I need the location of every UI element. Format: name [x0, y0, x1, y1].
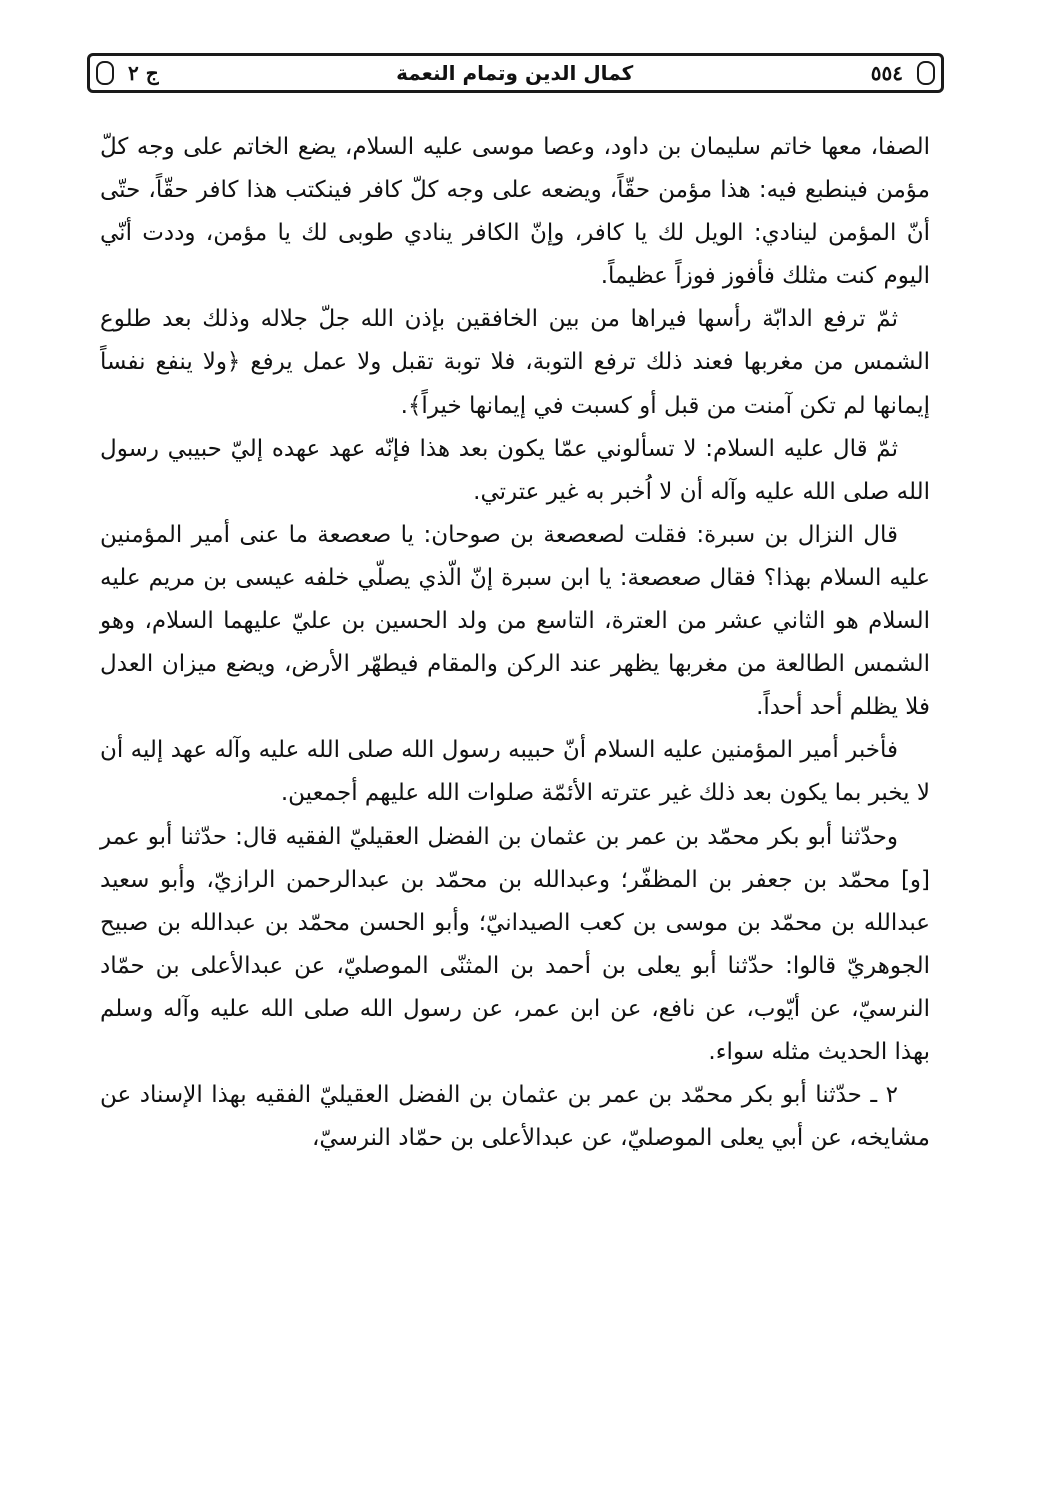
running-header	[87, 53, 944, 93]
paragraph: ثمّ قال عليه السلام: لا تسألوني عمّا يكون بعد هذا فإنّه عهد عهده إليّ حبيبي رسول الله صلى الله عليه وآله أن لا اُخبر به غير عترتي.	[100, 435, 930, 505]
paragraph: قال النزال بن سبرة: فقلت لصعصعة بن صوحان: يا صعصعة ما عنى أمير المؤمنين عليه السلام بهذا؟ فقال صعصعة: يا ابن سبرة إنّ الّذي يصلّي خلفه عيسى بن مريم عليه السلام هو الثاني عشر من العترة، التاسع من ولد الحسين بن عليّ عليهما السلام، وهو الشمس الطالعة من مغربها يظهر عند الركن والمقام فيطهّر الأرض، ويضع ميزان العدل فلا يظلم أحد أحداً.	[100, 521, 930, 721]
paragraph: الصفا، معها خاتم سليمان بن داود، وعصا موسى عليه السلام، يضع الخاتم على وجه كلّ مؤمن فينطبع فيه: هذا مؤمن حقّاً، ويضعه على وجه كلّ كافر فينكتب هذا كافر حقّاً، حتّى أنّ المؤمن لينادي: الويل لك يا كافر، وإنّ الكافر ينادي طوبى لك يا مؤمن، وددت أنّي اليوم كنت مثلك فأفوز فوزاً عظيماً.	[100, 134, 930, 290]
book-title: كمال الدين وتمام النعمة	[396, 61, 634, 85]
paragraph: وحدّثنا أبو بكر محمّد بن عمر بن عثمان بن الفضل العقيليّ الفقيه قال: حدّثنا أبو عمر [و] محمّد بن جعفر بن المظفّر؛ وعبدالله بن محمّد بن عبدالرحمن الرازيّ، وأبو سعيد عبدالله بن محمّد بن موسى بن كعب الصيدانيّ؛ وأبو الحسن محمّد بن عبدالله بن صبيح الجوهريّ قالوا: حدّثنا أبو يعلى بن أحمد بن المثنّى الموصليّ، عن عبدالأعلى بن حمّاد النرسيّ، عن أيّوب، عن نافع، عن ابن عمر، عن رسول الله صلى الله عليه وآله وسلم بهذا الحديث مثله سواء.	[100, 823, 930, 1065]
paragraph: ٢ ـ حدّثنا أبو بكر محمّد بن عمر بن عثمان بن الفضل العقيليّ الفقيه بهذا الإسناد عن مشايخه، عن أبي يعلى الموصليّ، عن عبدالأعلى بن حمّاد النرسيّ،	[100, 1082, 930, 1152]
page-body	[100, 126, 930, 1160]
paragraph: فأخبر أمير المؤمنين عليه السلام أنّ حبيبه رسول الله صلى الله عليه وآله عهد إليه أن لا يخبر بما يكون بعد ذلك غير عترته الأئمّة صلوات الله عليهم أجمعين.	[100, 737, 930, 807]
volume-number: ج ٢	[128, 61, 159, 85]
paragraph: ثمّ ترفع الدابّة رأسها فيراها من بين الخافقين بإذن الله جلّ جلاله وذلك بعد طلوع الشمس من مغربها فعند ذلك ترفع التوبة، فلا توبة تقبل ولا عمل يرفع ﴿ولا ينفع نفساً إيمانها لم تكن آمنت من قبل أو كسبت في إيمانها خيراً﴾.	[100, 306, 930, 419]
page-number: ٥٥٤	[870, 61, 903, 85]
